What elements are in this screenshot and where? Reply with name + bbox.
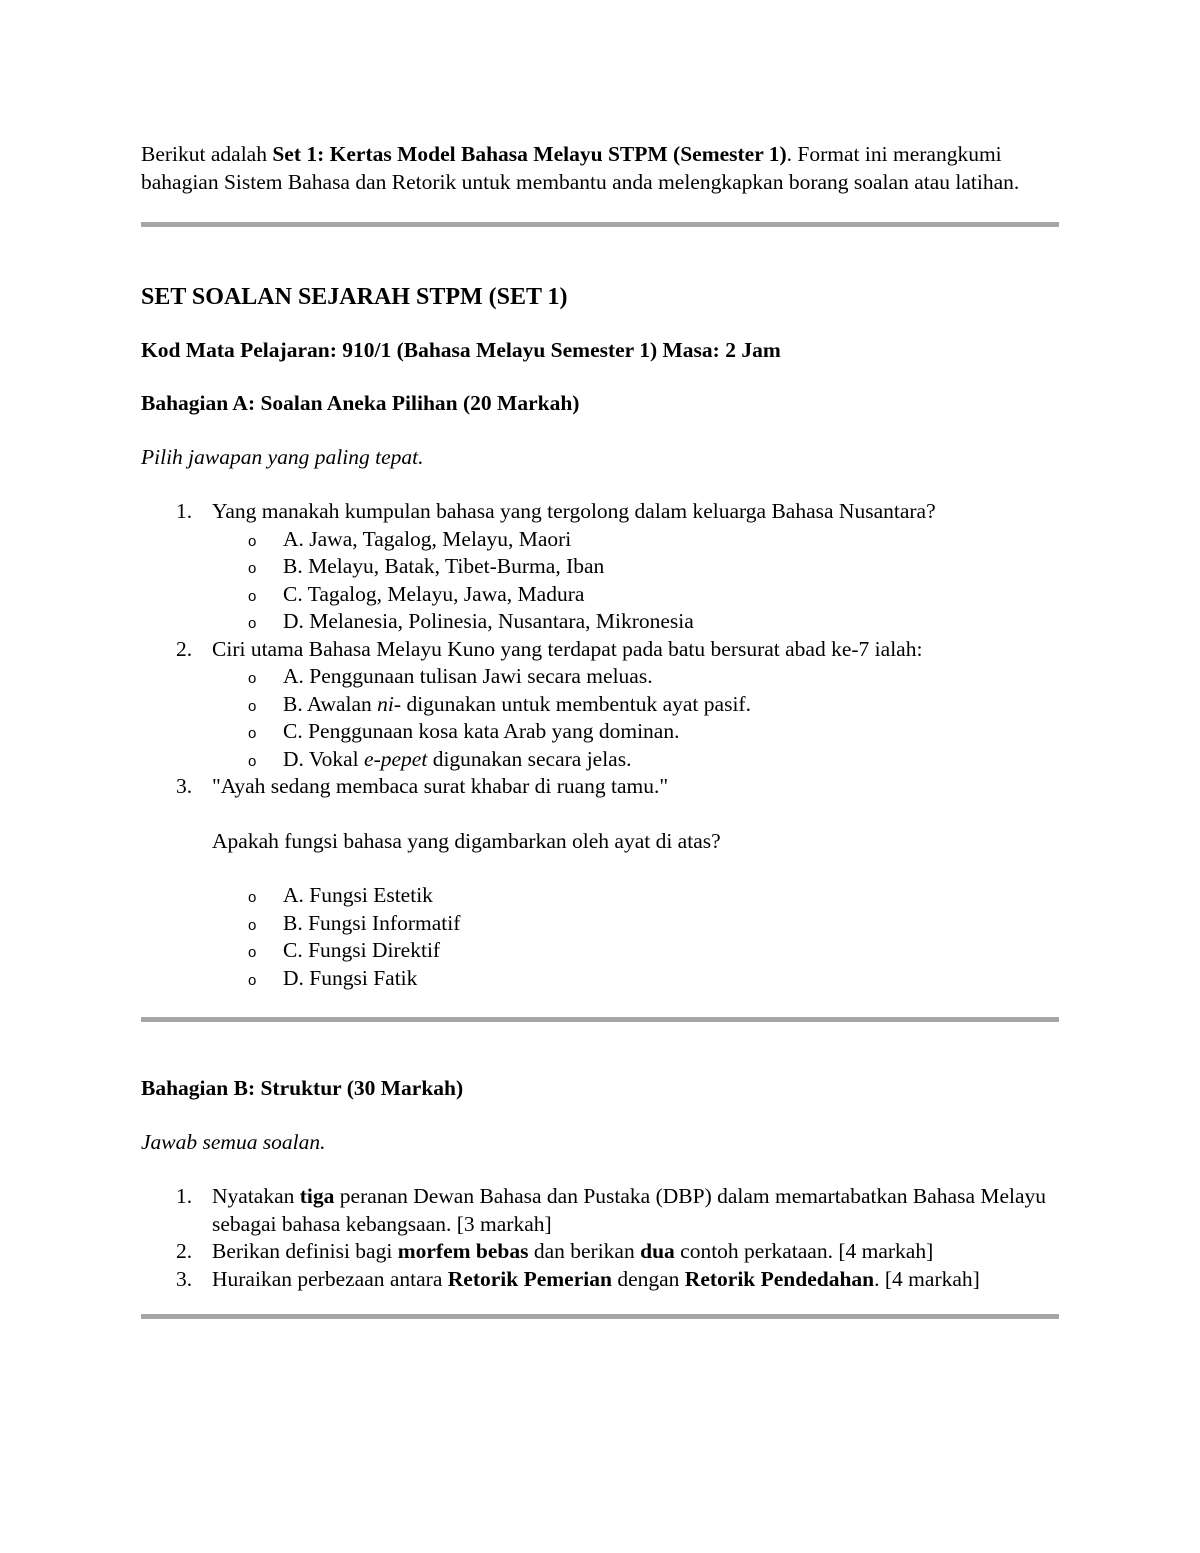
bullet-icon: o <box>248 752 257 770</box>
horizontal-rule <box>141 222 1059 227</box>
option-d <box>212 608 1059 636</box>
option-text: digunakan untuk membentuk ayat pasif. <box>401 691 751 716</box>
option-text: D. Fungsi Fatik <box>283 965 418 990</box>
question-text: . [4 markah] <box>874 1266 980 1291</box>
question-number: 1. <box>176 499 193 523</box>
page-title: SET SOALAN SEJARAH STPM (SET 1) <box>141 284 568 310</box>
question-text: dan berikan <box>528 1239 641 1263</box>
intro-paragraph <box>141 141 1059 196</box>
option-c <box>212 718 1059 746</box>
question-3 <box>141 1266 1059 1294</box>
intro-rest: . Format ini merangkumi bahagian Sistem Bahasa dan Retorik untuk membantu anda melengkapkan borang soalan atau latihan. <box>141 142 1020 194</box>
option-d <box>212 965 1059 993</box>
option-text: C. Tagalog, Melayu, Jawa, Madura <box>283 581 585 606</box>
option-text: digunakan secara jelas. <box>427 746 632 771</box>
option-text: C. Penggunaan kosa kata Arab yang dominan. <box>283 719 680 743</box>
option-text: D. Melanesia, Polinesia, Nusantara, Mikronesia <box>283 609 694 633</box>
option-text: A. Penggunaan tulisan Jawi secara meluas. <box>283 664 653 688</box>
section-a-instruction: Pilih jawapan yang paling tepat. <box>141 445 424 469</box>
subject-line: Kod Mata Pelajaran: 910/1 (Bahasa Melayu Semester 1) Masa: 2 Jam <box>141 338 781 362</box>
section-b-heading: Bahagian B: Struktur (30 Markah) <box>141 1076 464 1100</box>
question-text: Berikan definisi bagi <box>212 1239 398 1263</box>
horizontal-rule <box>141 1314 1059 1319</box>
option-emphasis: e-pepet <box>364 746 428 771</box>
option-a <box>212 663 1059 691</box>
question-bold: Retorik Pemerian <box>447 1266 612 1291</box>
option-b <box>212 691 1059 719</box>
option-text: B. Awalan <box>283 691 378 716</box>
horizontal-rule <box>141 1017 1059 1022</box>
question-text: Huraikan perbezaan antara <box>212 1266 448 1291</box>
options-list <box>212 526 1059 636</box>
bullet-icon: o <box>248 532 257 550</box>
section-b-questions <box>141 1183 1059 1293</box>
bullet-icon: o <box>248 587 257 605</box>
question-text: Apakah fungsi bahasa yang digambarkan oleh ayat di atas? <box>212 828 721 853</box>
question-bold: tiga <box>299 1184 335 1208</box>
option-text: A. Fungsi Estetik <box>283 883 433 907</box>
question-bold: dua <box>640 1239 675 1263</box>
question-text: peranan Dewan Bahasa dan Pustaka (DBP) dalam memartabatkan Bahasa Melayu sebagai bahasa kebangsaan. [3 markah] <box>212 1184 1047 1236</box>
bullet-icon: o <box>248 697 257 715</box>
question-text: Ciri utama Bahasa Melayu Kuno yang terdapat pada batu bersurat abad ke-7 ialah: <box>212 636 923 661</box>
question-1 <box>141 498 1059 636</box>
question-number: 3. <box>176 774 193 798</box>
section-a-heading: Bahagian A: Soalan Aneka Pilihan (20 Markah) <box>141 391 580 415</box>
bullet-icon: o <box>248 971 257 989</box>
question-quote: "Ayah sedang membaca surat khabar di ruang tamu." <box>212 774 669 798</box>
option-text: A. Jawa, Tagalog, Melayu, Maori <box>283 526 572 551</box>
option-text: D. Vokal <box>283 746 365 771</box>
option-a <box>212 526 1059 554</box>
question-2 <box>141 1238 1059 1266</box>
option-a <box>212 882 1059 910</box>
question-number: 2. <box>176 636 193 661</box>
option-c <box>212 937 1059 965</box>
section-a-questions <box>141 498 1059 992</box>
option-text: C. Fungsi Direktif <box>283 938 441 962</box>
bullet-icon: o <box>248 725 257 742</box>
bullet-icon: o <box>248 889 257 906</box>
question-bold: morfem bebas <box>397 1239 529 1263</box>
question-text: Yang manakah kumpulan bahasa yang tergolong dalam keluarga Bahasa Nusantara? <box>212 499 936 523</box>
option-b <box>212 553 1059 581</box>
question-text: contoh perkataan. [4 markah] <box>674 1239 934 1263</box>
question-number: 1. <box>176 1184 193 1208</box>
question-3 <box>141 773 1059 992</box>
options-list <box>212 882 1059 992</box>
option-b <box>212 910 1059 938</box>
option-d <box>212 746 1059 774</box>
intro-bold-title: Set 1: Kertas Model Bahasa Melayu STPM (Semester 1) <box>272 142 787 166</box>
question-text: Nyatakan <box>212 1184 300 1208</box>
question-text: dengan <box>611 1266 685 1291</box>
option-text: B. Fungsi Informatif <box>283 910 461 935</box>
bullet-icon: o <box>248 615 257 632</box>
option-emphasis: ni- <box>377 691 402 716</box>
bullet-icon: o <box>248 670 257 687</box>
question-bold: Retorik Pendedahan <box>684 1266 875 1291</box>
intro-lead: Berikut adalah <box>141 142 273 166</box>
bullet-icon: o <box>248 916 257 934</box>
option-c <box>212 581 1059 609</box>
question-number: 3. <box>176 1266 193 1291</box>
question-1 <box>141 1183 1059 1238</box>
bullet-icon: o <box>248 560 257 577</box>
document-body <box>141 141 1059 1319</box>
section-b-instruction: Jawab semua soalan. <box>141 1130 326 1154</box>
option-text: B. Melayu, Batak, Tibet-Burma, Iban <box>283 554 605 578</box>
bullet-icon: o <box>248 944 257 961</box>
options-list <box>212 663 1059 773</box>
question-number: 2. <box>176 1239 193 1263</box>
question-2 <box>141 636 1059 774</box>
